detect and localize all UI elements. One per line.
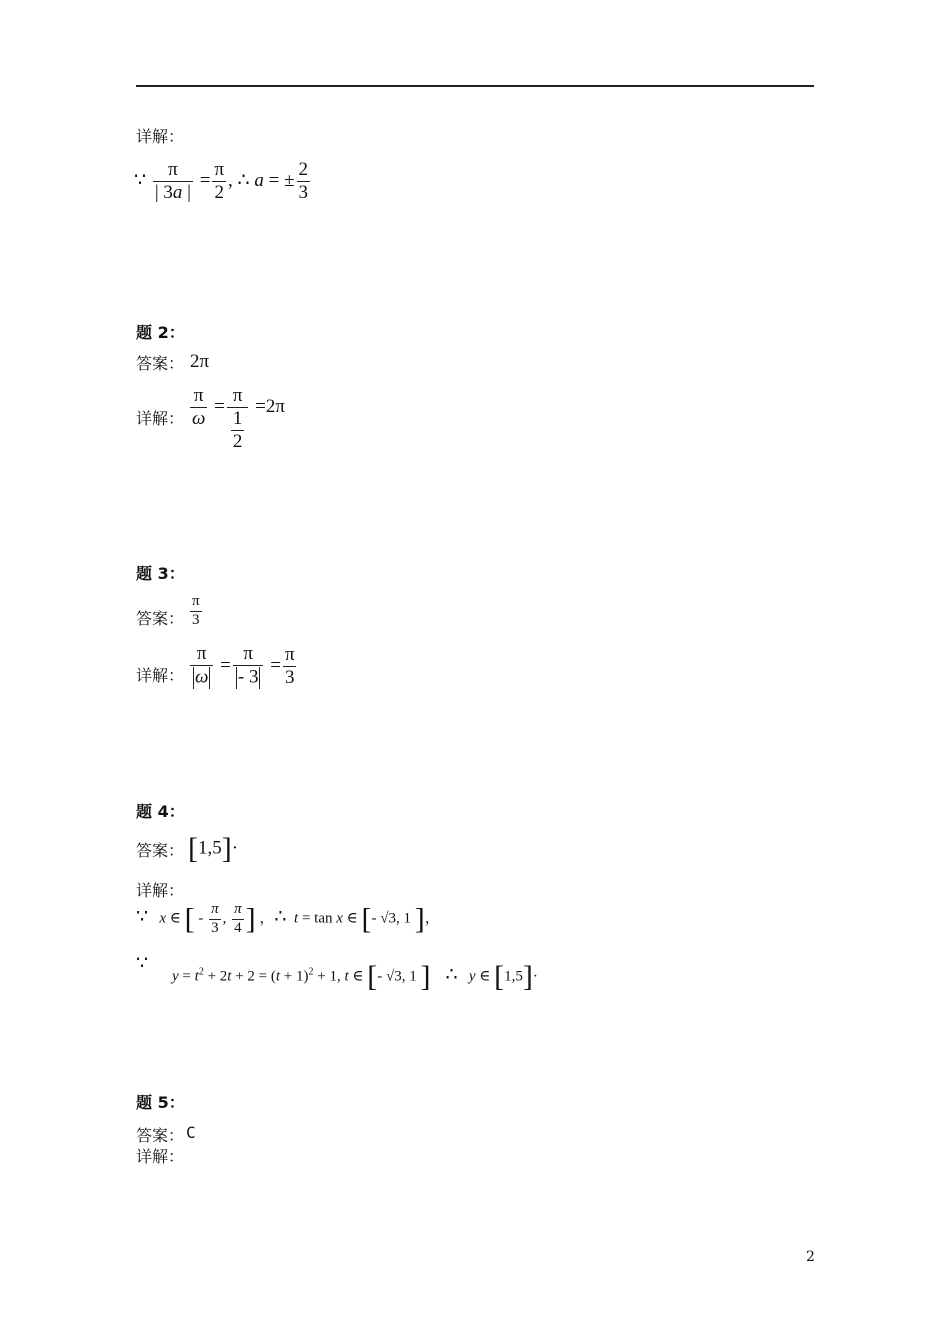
q5-answer-label: 答案： bbox=[136, 1126, 185, 1145]
q2-answer-label: 答案： bbox=[136, 354, 185, 373]
q4-answer-formula: [1,5]· bbox=[188, 832, 239, 865]
q4-detail-line1: ∵ x ∈ [ - $\frac{\pi}{3}$ , $\frac{\pi}{4}$ ] ，∴ t = tan x ∈ [- √3, 1 ]， bbox=[136, 901, 440, 936]
q5-detail-label: 详解： bbox=[136, 1147, 185, 1166]
header-rule bbox=[136, 85, 814, 87]
detail-label: 详解： bbox=[136, 127, 185, 146]
q2-answer: 2π bbox=[190, 351, 210, 372]
q4-answer-dot: · bbox=[231, 837, 239, 859]
q4-because-symbol: ∵ bbox=[136, 953, 149, 974]
q2-title: 题 2： bbox=[136, 323, 185, 342]
q3-answer-formula: $\frac{\pi}{3}$ bbox=[192, 593, 200, 628]
q1-detail-formula: ∵ $\frac{\pi}{| 3a |}$ = $\frac{\pi}{2}$ , ∴ a = ± $\frac{2}{3}$ bbox=[134, 159, 309, 203]
page-number: 2 bbox=[806, 1249, 815, 1265]
q3-answer-label: 答案： bbox=[136, 609, 185, 628]
q3-detail-label: 详解： bbox=[136, 666, 185, 685]
q5-answer: C bbox=[186, 1123, 196, 1142]
q2-detail-formula: $\frac{\pi}{\omega}$ = $\frac{\pi}{\frac{1}{2}}$ =2π bbox=[192, 385, 285, 452]
q4-detail-line2: $y = t^2 + 2t + 2 = (t + 1)^2 + 1$, t ∈ [- √3, 1 ] ∴ y ∈ [1,5]· bbox=[172, 960, 538, 993]
q3-detail-formula: $\frac{\pi}{\omega}$ = $\frac{\pi}{- 3}$ = $\frac{\pi}{3}$ bbox=[188, 644, 299, 689]
q3-title: 题 3： bbox=[136, 564, 185, 583]
q5-title: 题 5： bbox=[136, 1093, 185, 1112]
q4-title: 题 4： bbox=[136, 802, 185, 821]
q4-answer-label: 答案： bbox=[136, 841, 185, 860]
q2-detail-label: 详解： bbox=[136, 409, 185, 428]
q4-detail-label: 详解： bbox=[136, 881, 185, 900]
